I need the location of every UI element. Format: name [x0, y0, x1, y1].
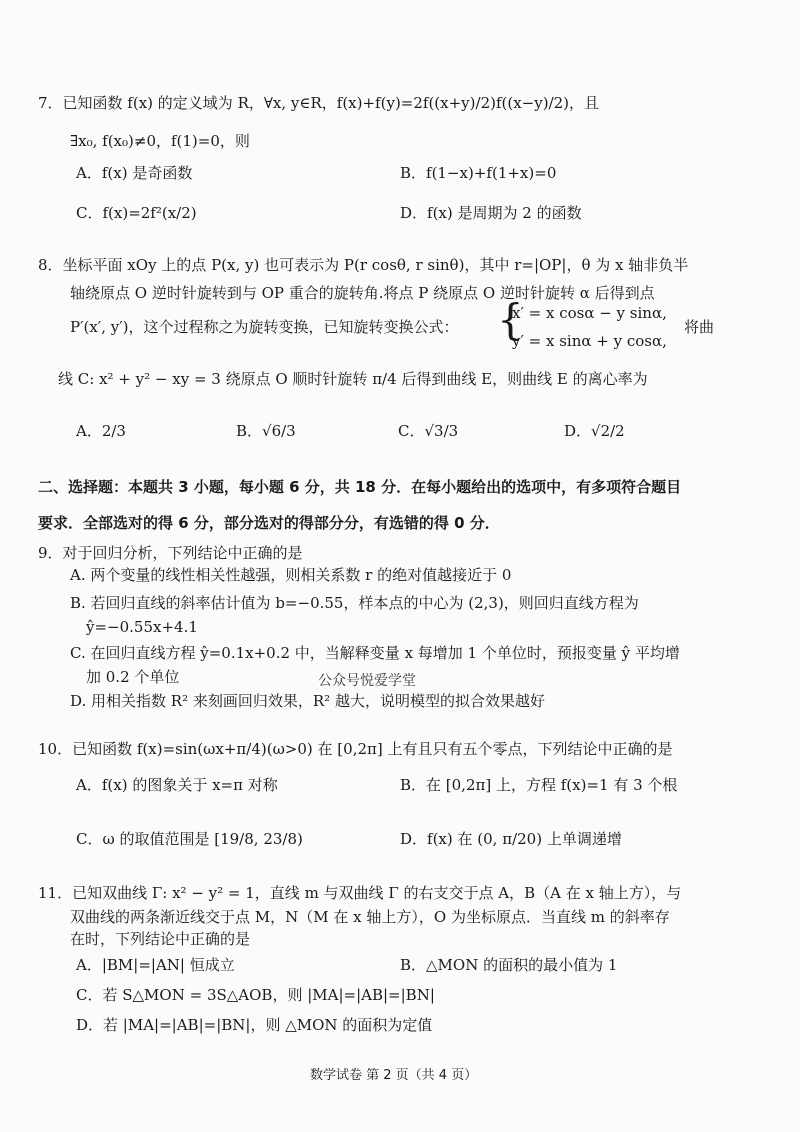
- q7-stem-line2: ∃x₀, f(x₀)≠0，f(1)=0，则: [70, 132, 250, 150]
- q8-option-c: C．√3/3: [398, 422, 459, 440]
- watermark-text: 公众号悦爱学堂: [318, 673, 416, 689]
- q8-option-b: B．√6/3: [236, 422, 296, 440]
- q8-option-d: D．√2/2: [564, 422, 625, 440]
- q11-line2: 双曲线的两条渐近线交于点 M，N（M 在 x 轴上方），O 为坐标原点．当直线 m 的斜率存: [70, 908, 670, 926]
- page-footer: 数学试卷 第 2 页（共 4 页）: [310, 1068, 478, 1083]
- q11-option-b: B．△MON 的面积的最小值为 1: [400, 956, 618, 974]
- q11-option-a: A．|BM|=|AN| 恒成立: [76, 956, 235, 974]
- q11-line3: 在时，下列结论中正确的是: [70, 930, 251, 948]
- section2-heading-line1: 二、选择题：本题共 3 小题，每小题 6 分，共 18 分．在每小题给出的选项中，有多项符合题目: [38, 478, 682, 496]
- q9-option-a: A. 两个变量的线性相关性越强，则相关系数 r 的绝对值越接近于 0: [70, 566, 512, 584]
- q10-option-a: A．f(x) 的图象关于 x=π 对称: [76, 776, 278, 794]
- q8-line1: 8．坐标平面 xOy 上的点 P(x, y) 也可表示为 P(r cosθ, r sinθ)，其中 r=|OP|，θ 为 x 轴非负半: [38, 256, 689, 274]
- q10-stem: 10．已知函数 f(x)=sin(ωx+π/4)(ω>0) 在 [0,2π] 上有且只有五个零点，下列结论中正确的是: [38, 740, 673, 758]
- q9-option-b-line1: B. 若回归直线的斜率估计值为 b=−0.55，样本点的中心为 (2,3)，则回归直线方程为: [70, 594, 639, 612]
- q7-option-c: C．f(x)=2f²(x/2): [76, 204, 197, 222]
- q9-option-c-line1: C. 在回归直线方程 ŷ=0.1x+0.2 中，当解释变量 x 每增加 1 个单位时，预报变量 ŷ 平均增: [70, 644, 680, 662]
- section2-heading-line2: 要求．全部选对的得 6 分，部分选对的得部分分，有选错的得 0 分．: [38, 514, 500, 532]
- q8-system-eq1: x′ = x cosα − y sinα,: [512, 304, 667, 322]
- q11-option-d: D．若 |MA|=|AB|=|BN|，则 △MON 的面积为定值: [76, 1016, 433, 1034]
- q11-option-c: C．若 S△MON = 3S△AOB，则 |MA|=|AB|=|BN|: [76, 986, 435, 1004]
- q10-option-c: C．ω 的取值范围是 [19/8, 23/8): [76, 830, 303, 848]
- q9-option-d: D. 用相关指数 R² 来刻画回归效果，R² 越大，说明模型的拟合效果越好: [70, 692, 545, 710]
- q8-system-eq2: y′ = x sinα + y cosα,: [512, 332, 667, 350]
- q8-line3: P′(x′, y′)，这个过程称之为旋转变换，已知旋转变换公式：: [70, 318, 459, 336]
- q7-option-a: A．f(x) 是奇函数: [76, 164, 193, 182]
- q7-option-b: B．f(1−x)+f(1+x)=0: [400, 164, 557, 182]
- system-brace: {: [497, 295, 524, 344]
- q8-line4: 线 C: x² + y² − xy = 3 绕原点 O 顺时针旋转 π/4 后得到曲线 E，则曲线 E 的离心率为: [58, 370, 648, 388]
- q11-line1: 11．已知双曲线 Γ: x² − y² = 1，直线 m 与双曲线 Γ 的右支交于点 A，B（A 在 x 轴上方），与: [38, 884, 682, 902]
- q9-option-c-line2: 加 0.2 个单位: [86, 668, 180, 686]
- q7-stem-line1: 7．已知函数 f(x) 的定义域为 R，∀x, y∈R，f(x)+f(y)=2f((x+y)/2)f((x−y)/2)，且: [38, 94, 600, 112]
- q8-option-a: A．2/3: [76, 422, 126, 440]
- q10-option-d: D．f(x) 在 (0, π/20) 上单调递增: [400, 830, 622, 848]
- q8-line3-tail: 将曲: [684, 318, 715, 336]
- q9-stem: 9．对于回归分析，下列结论中正确的是: [38, 544, 303, 562]
- q7-option-d: D．f(x) 是周期为 2 的函数: [400, 204, 582, 222]
- q9-option-b-line2: ŷ=−0.55x+4.1: [86, 618, 198, 636]
- q10-option-b: B．在 [0,2π] 上，方程 f(x)=1 有 3 个根: [400, 776, 678, 794]
- q8-line2: 轴绕原点 O 逆时针旋转到与 OP 重合的旋转角.将点 P 绕原点 O 逆时针旋转 α 后得到点: [70, 284, 655, 302]
